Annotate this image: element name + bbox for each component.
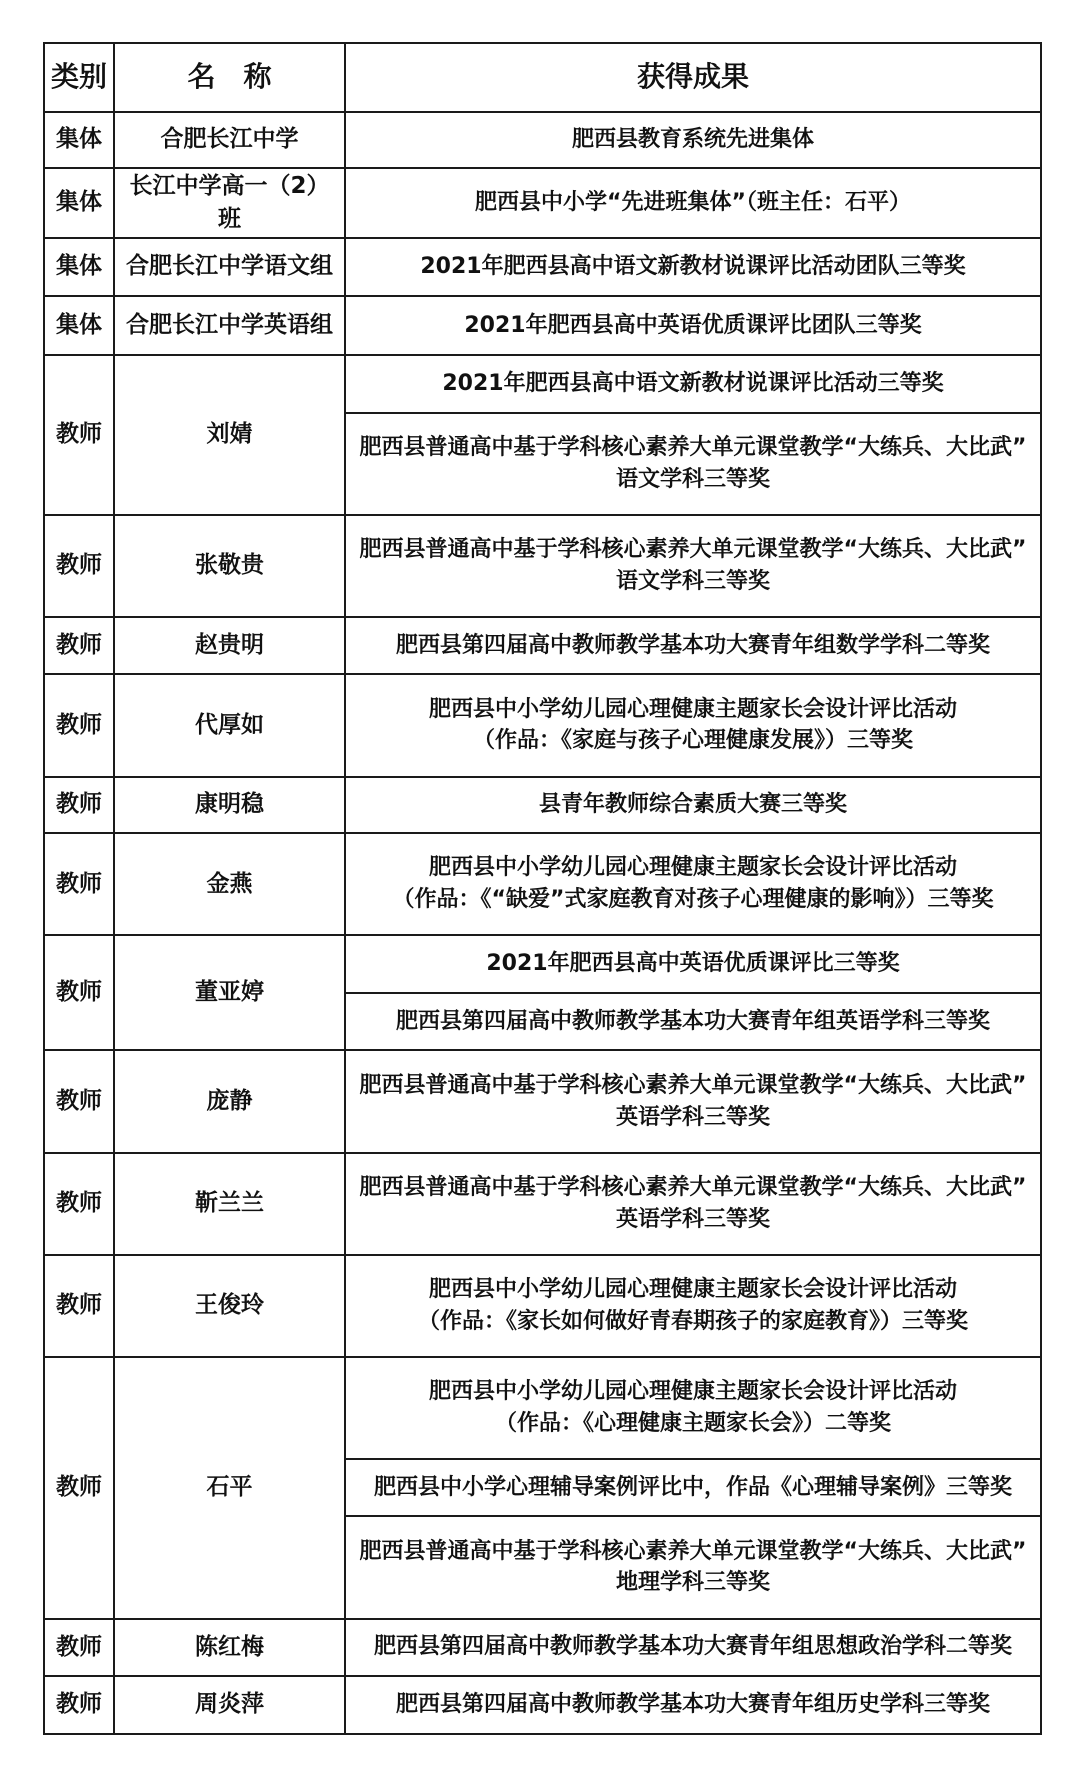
row-category: 集体	[44, 296, 114, 355]
row-award: 肥西县普通高中基于学科核心素养大单元课堂教学“大练兵、大比武” 语文学科三等奖	[345, 515, 1041, 617]
row-category: 教师	[44, 1676, 114, 1734]
row-award: 肥西县教育系统先进集体	[345, 112, 1041, 169]
row-award: 肥西县第四届高中教师教学基本功大赛青年组英语学科三等奖	[345, 993, 1041, 1051]
table-row	[44, 1357, 1041, 1459]
row-award: 肥西县中小学“先进班集体”（班主任：石平）	[345, 168, 1041, 237]
row-category: 教师	[44, 1050, 114, 1152]
table-row	[44, 1619, 1041, 1677]
row-award: 肥西县普通高中基于学科核心素养大单元课堂教学“大练兵、大比武” 语文学科三等奖	[345, 413, 1041, 515]
row-award: 2021年肥西县高中英语优质课评比三等奖	[345, 935, 1041, 993]
row-award: 肥西县中小学幼儿园心理健康主题家长会设计评比活动 （作品：《家庭与孩子心理健康发展》）三等奖	[345, 674, 1041, 776]
row-award: 肥西县第四届高中教师教学基本功大赛青年组数学学科二等奖	[345, 617, 1041, 675]
row-award: 县青年教师综合素质大赛三等奖	[345, 777, 1041, 834]
row-category: 教师	[44, 1153, 114, 1255]
row-name: 代厚如	[114, 674, 345, 776]
row-name: 石平	[114, 1357, 345, 1619]
row-name: 王俊玲	[114, 1255, 345, 1357]
row-category: 集体	[44, 238, 114, 297]
table-row	[44, 168, 1041, 237]
row-award: 肥西县普通高中基于学科核心素养大单元课堂教学“大练兵、大比武” 地理学科三等奖	[345, 1516, 1041, 1618]
row-category: 教师	[44, 935, 114, 1050]
row-name: 靳兰兰	[114, 1153, 345, 1255]
row-category: 教师	[44, 617, 114, 675]
row-award: 肥西县普通高中基于学科核心素养大单元课堂教学“大练兵、大比武” 英语学科三等奖	[345, 1153, 1041, 1255]
row-category: 教师	[44, 777, 114, 834]
row-name: 长江中学高一（2）班	[114, 168, 345, 237]
table-row	[44, 112, 1041, 169]
row-name: 合肥长江中学	[114, 112, 345, 169]
row-name: 陈红梅	[114, 1619, 345, 1677]
row-award: 肥西县第四届高中教师教学基本功大赛青年组历史学科三等奖	[345, 1676, 1041, 1734]
header-achievement: 获得成果	[345, 43, 1041, 112]
table-row	[44, 1153, 1041, 1255]
table-row	[44, 777, 1041, 834]
table-row	[44, 833, 1041, 935]
table-row	[44, 296, 1041, 355]
row-category: 教师	[44, 833, 114, 935]
header-category: 类别	[44, 43, 114, 112]
row-name: 金燕	[114, 833, 345, 935]
row-category: 集体	[44, 112, 114, 169]
row-category: 集体	[44, 168, 114, 237]
row-name: 周炎萍	[114, 1676, 345, 1734]
row-name: 赵贵明	[114, 617, 345, 675]
row-name: 张敬贵	[114, 515, 345, 617]
row-award: 肥西县中小学幼儿园心理健康主题家长会设计评比活动 （作品：《“缺爱”式家庭教育对孩子心理健康的影响》）三等奖	[345, 833, 1041, 935]
table-row	[44, 1050, 1041, 1152]
row-name: 庞静	[114, 1050, 345, 1152]
row-name: 董亚婷	[114, 935, 345, 1050]
row-award: 肥西县中小学幼儿园心理健康主题家长会设计评比活动 （作品：《心理健康主题家长会》）二等奖	[345, 1357, 1041, 1459]
table-row	[44, 1676, 1041, 1734]
awards-table	[43, 42, 1042, 1735]
row-category: 教师	[44, 1357, 114, 1619]
row-category: 教师	[44, 1255, 114, 1357]
table-row	[44, 238, 1041, 297]
row-award: 2021年肥西县高中英语优质课评比团队三等奖	[345, 296, 1041, 355]
header-name: 名 称	[114, 43, 345, 112]
table-row	[44, 355, 1041, 413]
row-name: 合肥长江中学英语组	[114, 296, 345, 355]
row-award: 肥西县普通高中基于学科核心素养大单元课堂教学“大练兵、大比武” 英语学科三等奖	[345, 1050, 1041, 1152]
row-category: 教师	[44, 674, 114, 776]
table-row	[44, 515, 1041, 617]
row-award: 肥西县第四届高中教师教学基本功大赛青年组思想政治学科二等奖	[345, 1619, 1041, 1677]
row-name: 合肥长江中学语文组	[114, 238, 345, 297]
row-category: 教师	[44, 355, 114, 515]
table-row	[44, 1255, 1041, 1357]
row-award: 肥西县中小学心理辅导案例评比中，作品《心理辅导案例》三等奖	[345, 1459, 1041, 1517]
row-name: 康明稳	[114, 777, 345, 834]
table-row	[44, 935, 1041, 993]
row-name: 刘婧	[114, 355, 345, 515]
row-category: 教师	[44, 515, 114, 617]
table-row	[44, 674, 1041, 776]
row-award: 2021年肥西县高中语文新教材说课评比活动团队三等奖	[345, 238, 1041, 297]
table-row	[44, 617, 1041, 675]
table-body	[44, 43, 1041, 1734]
row-award: 肥西县中小学幼儿园心理健康主题家长会设计评比活动 （作品：《家长如何做好青春期孩子的家庭教育》）三等奖	[345, 1255, 1041, 1357]
table-header-row	[44, 43, 1041, 112]
row-category: 教师	[44, 1619, 114, 1677]
row-award: 2021年肥西县高中语文新教材说课评比活动三等奖	[345, 355, 1041, 413]
